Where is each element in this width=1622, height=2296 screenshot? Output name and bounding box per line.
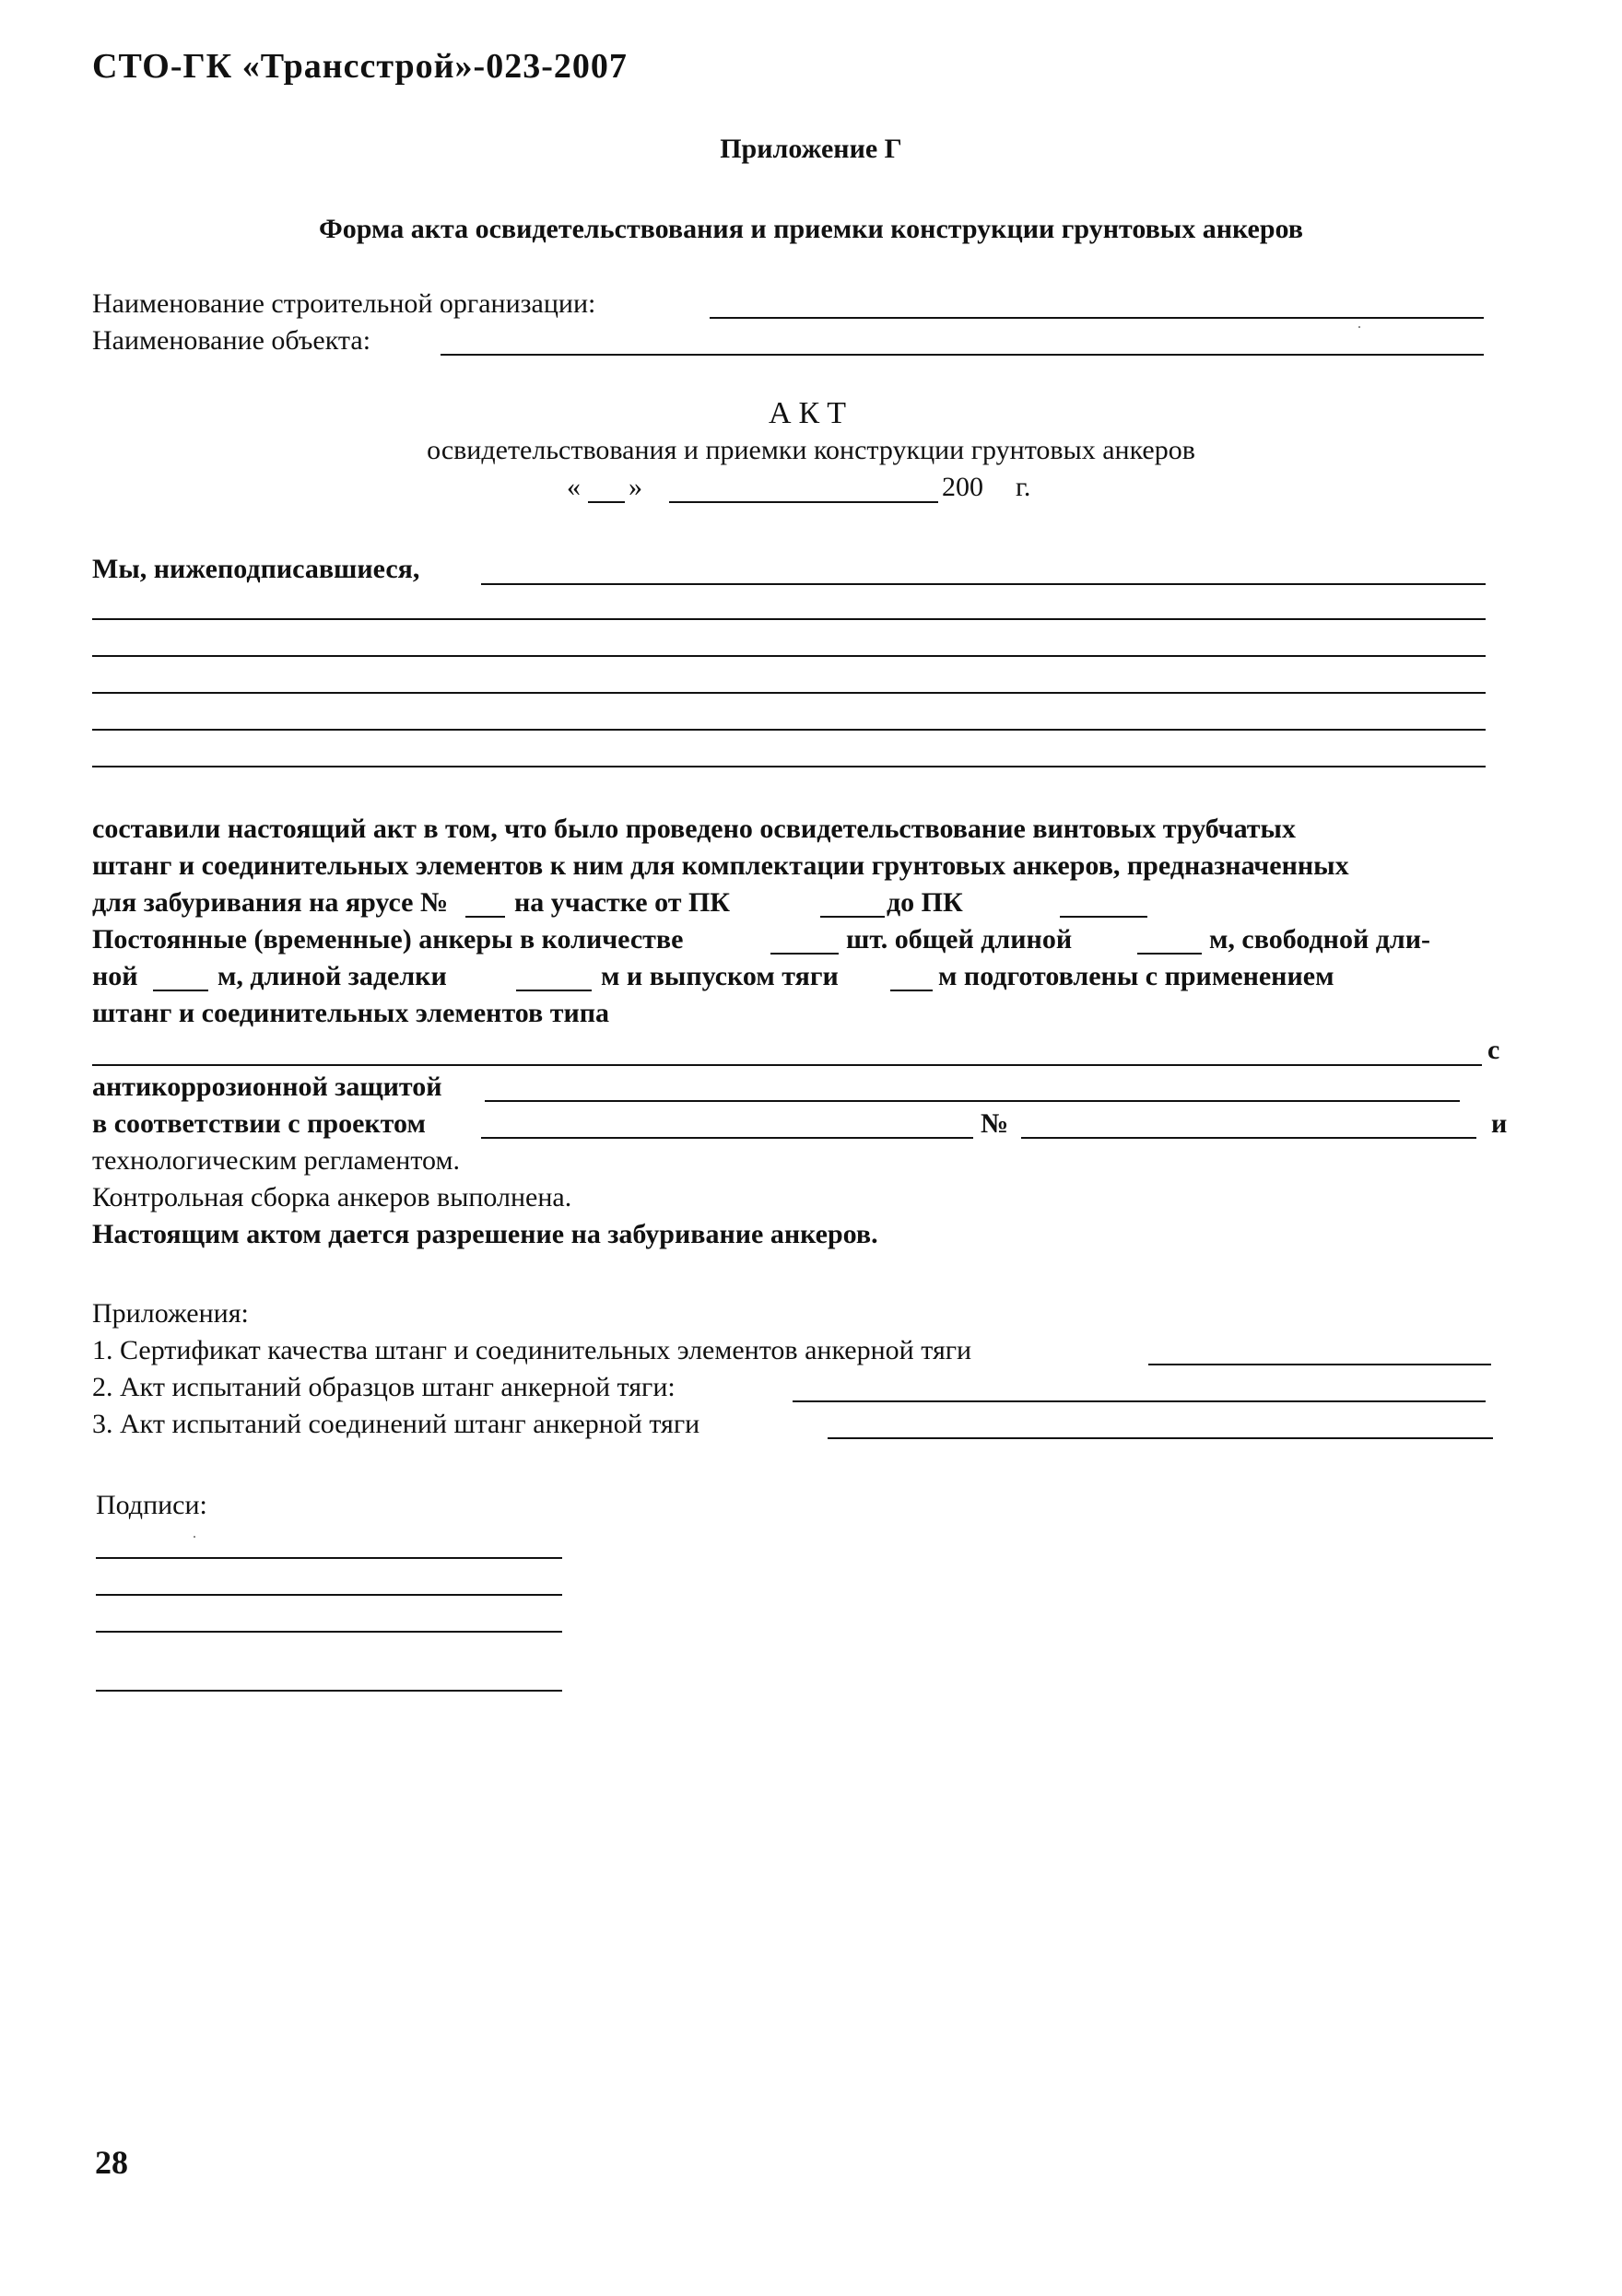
signatories-line-4[interactable] xyxy=(92,692,1486,694)
pk-to-field[interactable] xyxy=(1060,916,1147,918)
date-day-field[interactable] xyxy=(588,501,625,503)
form-title: Форма акта освидетельствования и приемки конструкции грунтовых анкеров xyxy=(318,214,1304,244)
anchor-count-prefix: Постоянные (временные) анкеры в количестве xyxy=(92,924,684,955)
embedment-length-field[interactable] xyxy=(516,990,592,991)
free-length-label: м, свободной дли- xyxy=(1209,924,1431,955)
signatories-line-2[interactable] xyxy=(92,618,1486,620)
pk-from-field[interactable] xyxy=(820,916,885,918)
project-number-field[interactable] xyxy=(1021,1137,1476,1139)
signatories-label: Мы, нижеподписавшиеся, xyxy=(92,554,420,584)
anticorrosion-field[interactable] xyxy=(485,1100,1460,1102)
prepared-using-label: м подготовлены с применением xyxy=(938,961,1334,991)
signatures-label: Подписи: xyxy=(96,1490,207,1520)
elements-type-field[interactable] xyxy=(92,1064,1482,1066)
attachment-3-field[interactable] xyxy=(828,1437,1493,1439)
assembly-complete-text: Контрольная сборка анкеров выполнена. xyxy=(92,1182,572,1212)
free-length-field[interactable] xyxy=(153,990,208,991)
signatories-line-6[interactable] xyxy=(92,766,1486,767)
section-from-label: на участке от ПК xyxy=(514,887,731,918)
document-code: СТО-ГК «Трансстрой»-023-2007 xyxy=(92,47,628,86)
attachment-2-field[interactable] xyxy=(793,1400,1486,1402)
anchor-count-field[interactable] xyxy=(770,953,839,955)
elements-type-label: штанг и соединительных элементов типа xyxy=(92,998,610,1028)
scan-artifact-mark: · xyxy=(192,1528,197,1546)
regulation-text: технологическим регламентом. xyxy=(92,1145,460,1176)
free-length-prefix: ной xyxy=(92,961,138,991)
signature-line-4[interactable] xyxy=(96,1690,562,1692)
attachment-item-3: 3. Акт испытаний соединений штанг анкерной тяги xyxy=(92,1409,700,1439)
section-to-label: до ПК xyxy=(887,887,963,918)
project-field[interactable] xyxy=(481,1137,973,1139)
tendon-outlet-field[interactable] xyxy=(890,990,933,991)
signature-line-3[interactable] xyxy=(96,1631,562,1633)
date-year-suffix: г. xyxy=(1016,472,1031,502)
body-line-2: штанг и соединительных элементов к ним для комплектации грунтовых анкеров, предназначенных xyxy=(92,850,1349,881)
elements-type-suffix: с xyxy=(1487,1035,1500,1065)
construction-organization-field[interactable] xyxy=(710,317,1484,319)
signature-line-2[interactable] xyxy=(96,1594,562,1596)
tendon-outlet-label: м и выпуском тяги xyxy=(601,961,839,991)
attachment-item-1: 1. Сертификат качества штанг и соединительных элементов анкерной тяги xyxy=(92,1335,972,1365)
act-subtitle: освидетельствования и приемки конструкции грунтовых анкеров xyxy=(427,435,1195,465)
anticorrosion-label: антикоррозионной защитой xyxy=(92,1072,442,1102)
construction-organization-label: Наименование строительной организации: xyxy=(92,288,596,319)
date-close-quote: » xyxy=(629,472,642,502)
project-suffix: и xyxy=(1491,1108,1508,1139)
attachments-label: Приложения: xyxy=(92,1298,249,1329)
page-number: 28 xyxy=(95,2144,128,2181)
signatories-line-5[interactable] xyxy=(92,729,1486,731)
act-title: АКТ xyxy=(769,396,853,430)
permission-text: Настоящим актом дается разрешение на забуривание анкеров. xyxy=(92,1219,878,1249)
attachment-1-field[interactable] xyxy=(1148,1364,1491,1365)
date-year-prefix: 200 xyxy=(942,472,983,502)
signature-line-1[interactable] xyxy=(96,1557,562,1559)
appendix-title: Приложение Г xyxy=(720,134,902,164)
tier-number-field[interactable] xyxy=(465,916,505,918)
date-open-quote: « xyxy=(567,472,581,502)
date-month-field[interactable] xyxy=(669,501,938,503)
scan-artifact-dot: · xyxy=(1357,318,1362,336)
signatories-line-3[interactable] xyxy=(92,655,1486,657)
embedment-length-label: м, длиной заделки xyxy=(217,961,447,991)
object-name-field[interactable] xyxy=(441,354,1484,356)
body-line-1: составили настоящий акт в том, что было проведено освидетельствование винтовых трубчатых xyxy=(92,814,1296,844)
object-name-label: Наименование объекта: xyxy=(92,325,371,356)
project-label: в соответствии с проектом xyxy=(92,1108,426,1139)
total-length-field[interactable] xyxy=(1137,953,1202,955)
tier-prefix: для забуривания на ярусе № xyxy=(92,887,449,918)
attachment-item-2: 2. Акт испытаний образцов штанг анкерной тяги: xyxy=(92,1372,676,1402)
project-number-label: № xyxy=(981,1108,1009,1139)
total-length-label: шт. общей длиной xyxy=(846,924,1073,955)
signatories-line-1[interactable] xyxy=(481,583,1486,585)
